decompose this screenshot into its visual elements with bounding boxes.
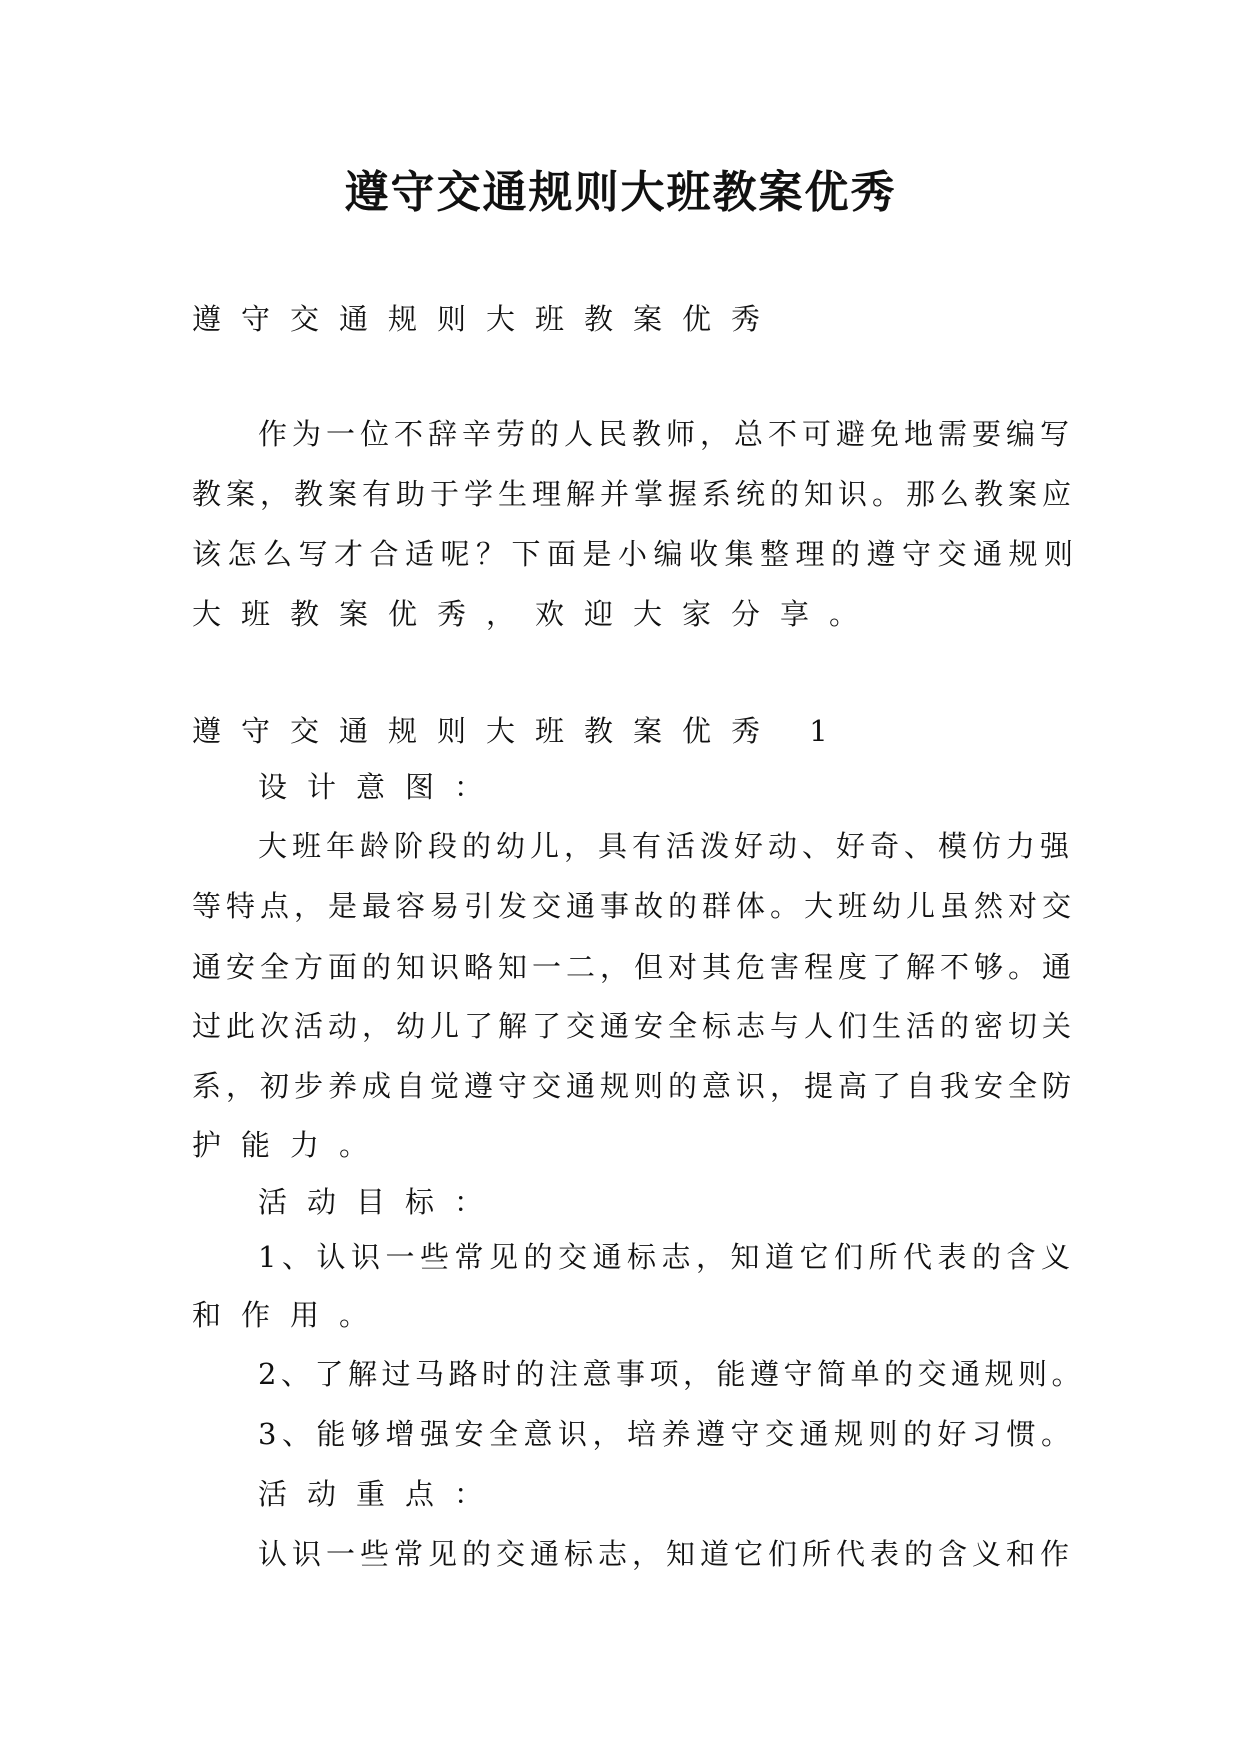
text-line: 等特点，是最容易引发交通事故的群体。大班幼儿虽然对交	[192, 889, 1077, 923]
text-line: 设计意图：	[258, 770, 504, 804]
text-line: 护能力。	[192, 1128, 389, 1162]
text-line: 通安全方面的知识略知一二，但对其危害程度了解不够。通	[192, 950, 1077, 984]
text-line: 和作用。	[192, 1298, 389, 1332]
text-line: 活动重点：	[258, 1477, 504, 1511]
text-line: 活动目标：	[258, 1185, 504, 1219]
text-line: 过此次活动，幼儿了解了交通安全标志与人们生活的密切关	[192, 1009, 1077, 1043]
text-line: 遵守交通规则大班教案优秀 1	[192, 714, 848, 748]
text-line: 遵守交通规则大班教案优秀	[192, 302, 781, 336]
text-line: 该怎么写才合适呢？下面是小编收集整理的遵守交通规则	[192, 537, 1080, 571]
text-line: 1、认识一些常见的交通标志，知道它们所代表的含义	[258, 1240, 1076, 1274]
text-line: 认识一些常见的交通标志，知道它们所代表的含义和作	[258, 1537, 1075, 1571]
text-line: 3、能够增强安全意识，培养遵守交通规则的好习惯。	[258, 1417, 1076, 1451]
text-line: 作为一位不辞辛劳的人民教师，总不可避免地需要编写	[258, 417, 1075, 451]
text-line: 系，初步养成自觉遵守交通规则的意识，提高了自我安全防	[192, 1069, 1077, 1103]
document-title: 遵守交通规则大班教案优秀	[344, 167, 897, 218]
text-line: 大班年龄阶段的幼儿，具有活泼好动、好奇、模仿力强	[258, 829, 1075, 863]
text-line: 教案，教案有助于学生理解并掌握系统的知识。那么教案应	[192, 477, 1077, 511]
text-line: 2、了解过马路时的注意事项，能遵守简单的交通规则。	[258, 1357, 1085, 1391]
text-line: 大班教案优秀，欢迎大家分享。	[192, 597, 879, 631]
